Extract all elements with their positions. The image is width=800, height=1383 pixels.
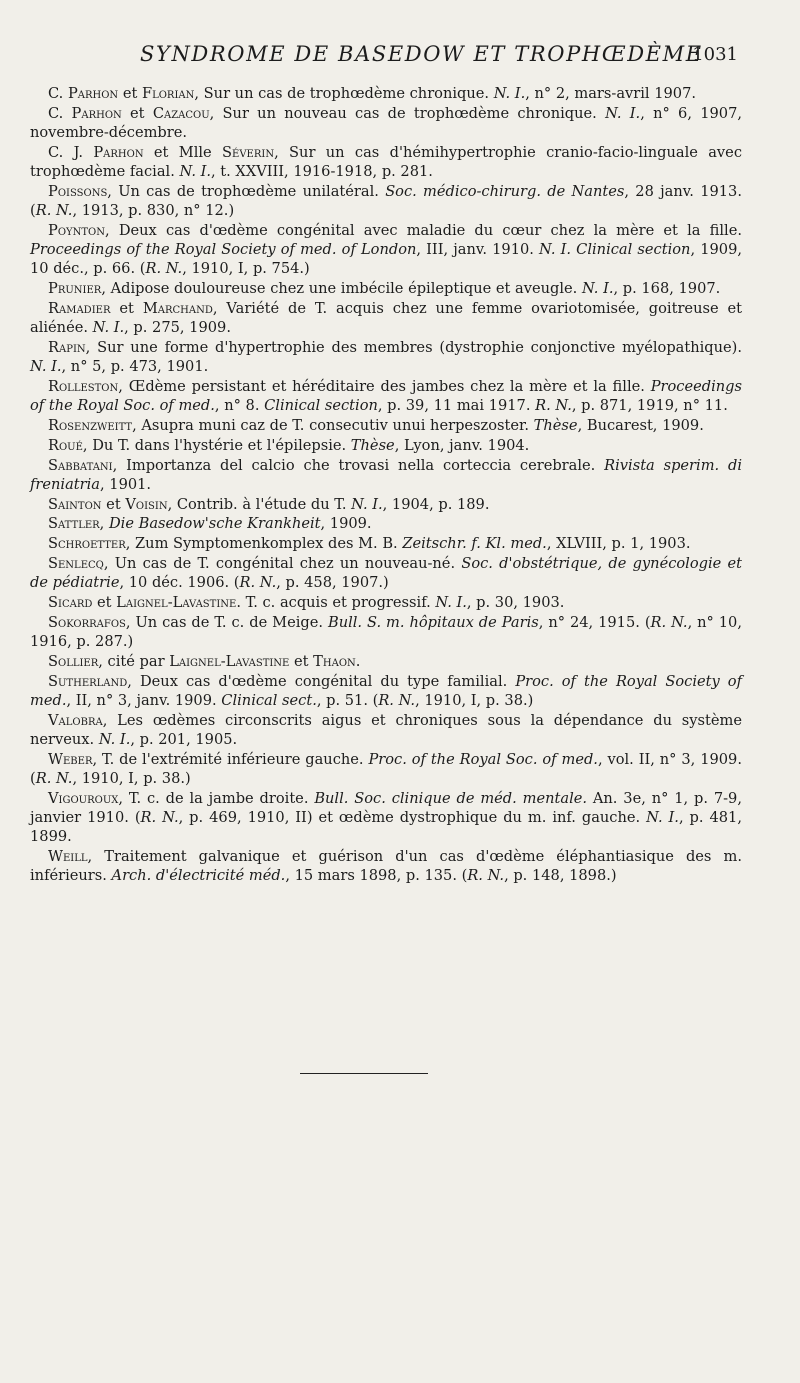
citation-title: Arch. d'électricité méd. xyxy=(111,867,286,885)
author-name: Roué xyxy=(48,436,83,454)
reference-text: , Sur un cas d'hémihypertrophie cranio-facio-linguale avec trophœdème facial. xyxy=(30,143,742,180)
citation-title: N. I. Clinical section xyxy=(539,240,691,258)
citation-title: R. N. xyxy=(35,770,73,788)
reference-text: et xyxy=(92,594,117,612)
reference-text: , cité par xyxy=(98,653,170,671)
citation-title: N. I. xyxy=(30,357,62,375)
citation-title: Zeitschr. f. Kl. med. xyxy=(402,535,547,553)
citation-title: Clinical sect. xyxy=(221,692,317,710)
reference-text: , XLVIII, p. 1, 1903. xyxy=(546,535,691,553)
reference-text: , p. 481, 1899. xyxy=(30,809,742,846)
page-header xyxy=(0,42,800,72)
author-name: Marchand xyxy=(142,299,213,317)
reference-text: , Contrib. à l'étude du T. xyxy=(167,495,352,513)
reference-text: , 10 déc. 1906. ( xyxy=(119,574,240,592)
reference-text: , Sur un cas de trophœdème chronique. xyxy=(194,85,494,102)
reference-text: , 1910, I, p. 754.) xyxy=(182,260,310,278)
citation-title: R. N. xyxy=(239,574,277,592)
citation-title: N. I. xyxy=(92,318,125,336)
reference-entry xyxy=(30,711,742,749)
reference-entry xyxy=(30,534,742,553)
reference-text: , 1910, I, p. 38.) xyxy=(415,692,534,710)
reference-text: , Importanza del calcio che trovasi nella corteccia cerebrale. xyxy=(112,456,605,474)
reference-text: , p. 458, 1907.) xyxy=(276,574,389,592)
author-name: Sattler xyxy=(48,515,100,533)
reference-text: , p. 469, 1910, II) et œdème dystrophique du m. inf. gauche. xyxy=(178,809,647,826)
reference-text: , Un cas de trophœdème unilatéral. xyxy=(107,182,386,200)
reference-entry xyxy=(30,279,742,298)
author-name: Cazacou xyxy=(152,104,210,122)
reference-text: , Sur une forme d'hypertrophie des membres (dystrophie conjonctive myélopathique). xyxy=(85,338,742,356)
running-title: SYNDROME DE BASEDOW ET TROPHŒDÈME xyxy=(140,42,703,66)
reference-text: , Bucarest, 1909. xyxy=(577,416,704,434)
reference-entry xyxy=(30,456,742,494)
author-name: Weill xyxy=(48,847,88,865)
reference-text: , n° 5, p. 473, 1901. xyxy=(61,357,209,375)
reference-text: , Sur un nouveau cas de trophœdème chronique. xyxy=(209,104,606,122)
reference-text: An. 3e, n° 1, p. 7-9, janvier 1910. ( xyxy=(30,789,742,826)
reference-text: , Lyon, janv. 1904. xyxy=(394,436,530,454)
reference-text: , Deux cas d'œdème congénital du type familial. xyxy=(127,672,516,690)
author-name: Rapin xyxy=(48,338,86,356)
citation-title: Proc. of the Royal Society of med. xyxy=(30,672,742,710)
reference-text: , p. 51. ( xyxy=(316,692,379,710)
reference-text: C. xyxy=(48,104,72,122)
reference-text: , Œdème persistant et héréditaire des jambes chez la mère et la fille. xyxy=(118,377,651,395)
reference-text: et xyxy=(110,299,143,317)
author-name: Laignel-Lavastine xyxy=(169,653,290,671)
citation-title: Bull. Soc. clinique de méd. mentale. xyxy=(314,789,588,807)
author-name: Florian xyxy=(141,85,195,102)
reference-list xyxy=(30,84,742,886)
citation-title: N. I. xyxy=(605,104,641,122)
reference-text: , Deux cas d'œdème congénital avec maladie du cœur chez la mère et la fille. xyxy=(105,221,742,239)
citation-title: N. I. xyxy=(435,594,467,612)
reference-entry xyxy=(30,84,742,103)
citation-title: R. N. xyxy=(140,809,179,826)
author-name: Senlecq xyxy=(48,555,104,573)
reference-entry xyxy=(30,613,742,651)
author-name: Sollier xyxy=(48,653,99,671)
author-name: Prunier xyxy=(48,279,102,297)
reference-entry xyxy=(30,847,742,885)
citation-title: Soc. médico-chirurg. de Nantes xyxy=(385,182,625,200)
citation-title: Proc. of the Royal Soc. of med. xyxy=(368,750,598,768)
reference-text: , n° 8. xyxy=(214,396,265,414)
author-name: Sainton xyxy=(48,495,102,513)
citation-title: Clinical section xyxy=(264,396,378,414)
page-number: 1031 xyxy=(692,44,738,65)
author-name: Schroetter xyxy=(48,535,126,553)
reference-text: , t. XXVIII, 1916-1918, p. 281. xyxy=(211,162,433,180)
reference-entry xyxy=(30,338,742,376)
reference-text: , Zum Symptomenkomplex des M. B. xyxy=(125,535,403,553)
author-name: Vigouroux xyxy=(48,789,119,807)
reference-text: , 1904, p. 189. xyxy=(382,495,490,513)
citation-title: Proceedings of the Royal Society of med. of London xyxy=(30,240,417,258)
citation-title: Thèse xyxy=(350,436,395,454)
author-name: Parhon xyxy=(93,143,144,161)
reference-text: et xyxy=(289,653,314,671)
reference-entry xyxy=(30,750,742,788)
reference-text: , Traitement galvanique et guérison d'un cas d'œdème éléphantiasique des m. inférieurs. xyxy=(30,847,742,885)
reference-text: , 15 mars 1898, p. 135. ( xyxy=(285,867,468,885)
reference-entry xyxy=(30,416,742,435)
reference-text: , p. 30, 1903. xyxy=(466,594,565,612)
reference-text: , p. 168, 1907. xyxy=(613,279,721,297)
author-name: Weber xyxy=(48,750,93,768)
reference-text: et xyxy=(121,104,153,122)
reference-text: , III, janv. 1910. xyxy=(416,240,540,258)
reference-text: , p. 871, 1919, n° 11. xyxy=(571,396,728,414)
author-name: Poynton xyxy=(48,221,105,239)
reference-entry xyxy=(30,143,742,181)
reference-entry xyxy=(30,554,742,592)
reference-text: C. J. xyxy=(48,143,94,161)
reference-text: , Asupra muni caz de T. consecutiv unui herpeszoster. xyxy=(132,416,534,434)
citation-title: N. I. xyxy=(581,279,614,297)
reference-text: , p. 275, 1909. xyxy=(124,318,231,336)
reference-text: , xyxy=(99,515,109,533)
citation-title: Thèse xyxy=(533,416,578,434)
reference-entry xyxy=(30,593,742,612)
reference-text: , p. 148, 1898.) xyxy=(504,867,617,885)
reference-entry xyxy=(30,436,742,455)
author-name: Rolleston xyxy=(48,377,119,395)
reference-text: C. xyxy=(48,85,68,102)
citation-title: R. N. xyxy=(145,260,183,278)
reference-text: , T. c. de la jambe droite. xyxy=(118,789,315,807)
author-name: Sutherland xyxy=(48,672,128,690)
citation-title: R. N. xyxy=(35,201,73,219)
reference-entry xyxy=(30,652,742,671)
citation-title: N. I. xyxy=(98,731,131,749)
reference-entry xyxy=(30,182,742,220)
author-name: Sicard xyxy=(48,594,93,612)
reference-text: , n° 6, 1907, novembre-décembre. xyxy=(30,104,742,141)
author-name: Séverin xyxy=(222,143,275,161)
reference-entry xyxy=(30,377,742,415)
reference-text: . xyxy=(355,653,361,671)
citation-title: Rivista sperim. di freniatria xyxy=(30,456,743,493)
citation-title: Bull. S. m. hôpitaux de Paris xyxy=(327,614,539,632)
reference-text: , Un cas de T. c. de Meige. xyxy=(125,614,328,632)
citation-title: R. N. xyxy=(467,867,505,885)
reference-entry xyxy=(30,221,742,278)
reference-entry xyxy=(30,514,742,533)
reference-text: , 1913, p. 830, n° 12.) xyxy=(72,201,235,219)
reference-text: , II, n° 3, janv. 1909. xyxy=(66,692,222,710)
reference-entry xyxy=(30,299,742,337)
section-end-rule xyxy=(300,1073,428,1074)
author-name: Rosenzweitt xyxy=(48,416,133,434)
reference-text: , p. 201, 1905. xyxy=(130,731,238,749)
author-name: Parhon xyxy=(67,85,119,102)
reference-text: et Mlle xyxy=(143,143,223,161)
author-name: Laignel-Lavastine xyxy=(116,594,237,612)
citation-title: R. N. xyxy=(650,614,688,632)
citation-title: N. I. xyxy=(179,162,212,180)
citation-title: N. I. xyxy=(646,809,679,826)
reference-text: , Les œdèmes circonscrits aigus et chroniques sous la dépendance du système nerveux. xyxy=(30,711,742,749)
author-name: Sokorrafos xyxy=(48,614,126,632)
reference-text: et xyxy=(101,495,126,513)
author-name: Valobra xyxy=(48,711,103,729)
reference-text: , Un cas de T. congénital chez un nouveau-né. xyxy=(103,555,462,573)
reference-entry xyxy=(30,789,742,846)
reference-text: , 1901. xyxy=(100,475,152,493)
reference-text: , p. 39, 11 mai 1917. xyxy=(377,396,536,414)
citation-title: N. I. xyxy=(351,495,383,513)
author-name: Poissons xyxy=(48,182,108,200)
citation-title: Soc. d'obstétrique, de gynécologie et de pédiatrie xyxy=(30,555,742,592)
reference-text: , 28 janv. 1913. ( xyxy=(30,182,742,219)
reference-text: , n° 24, 1915. ( xyxy=(538,614,651,632)
reference-text: , Variété de T. acquis chez une femme ovariotomisée, goitreuse et aliénée. xyxy=(30,299,743,336)
citation-title: Proceedings of the Royal Soc. of med. xyxy=(30,377,742,414)
citation-title: Die Basedow'sche Krankheit xyxy=(108,515,321,533)
reference-text: , Adipose douloureuse chez une imbécile épileptique et aveugle. xyxy=(101,279,582,297)
citation-title: R. N. xyxy=(378,692,416,710)
reference-entry xyxy=(30,104,742,142)
reference-text: , 1909. xyxy=(320,515,372,533)
author-name: Sabbatani xyxy=(48,456,113,474)
author-name: Ramadier xyxy=(48,299,111,317)
reference-text: et xyxy=(118,85,142,102)
reference-text: . T. c. acquis et progressif. xyxy=(236,594,436,612)
reference-text: , n° 2, mars-avril 1907. xyxy=(525,85,697,102)
reference-text: , 1910, I, p. 38.) xyxy=(72,770,191,788)
reference-text: , vol. II, n° 3, 1909. ( xyxy=(30,750,742,788)
citation-title: R. N. xyxy=(535,396,572,414)
author-name: Parhon xyxy=(71,104,122,122)
author-name: Thaon xyxy=(313,653,356,671)
citation-title: N. I. xyxy=(493,85,526,102)
reference-text: , Du T. dans l'hystérie et l'épilepsie. xyxy=(82,436,351,454)
reference-text: , T. de l'extrémité inférieure gauche. xyxy=(92,750,369,768)
reference-entry xyxy=(30,672,742,710)
reference-text: , n° 10, 1916, p. 287.) xyxy=(30,614,742,651)
reference-entry xyxy=(30,495,742,514)
author-name: Voisin xyxy=(125,495,168,513)
reference-text: , 1909, 10 déc., p. 66. ( xyxy=(30,240,743,278)
